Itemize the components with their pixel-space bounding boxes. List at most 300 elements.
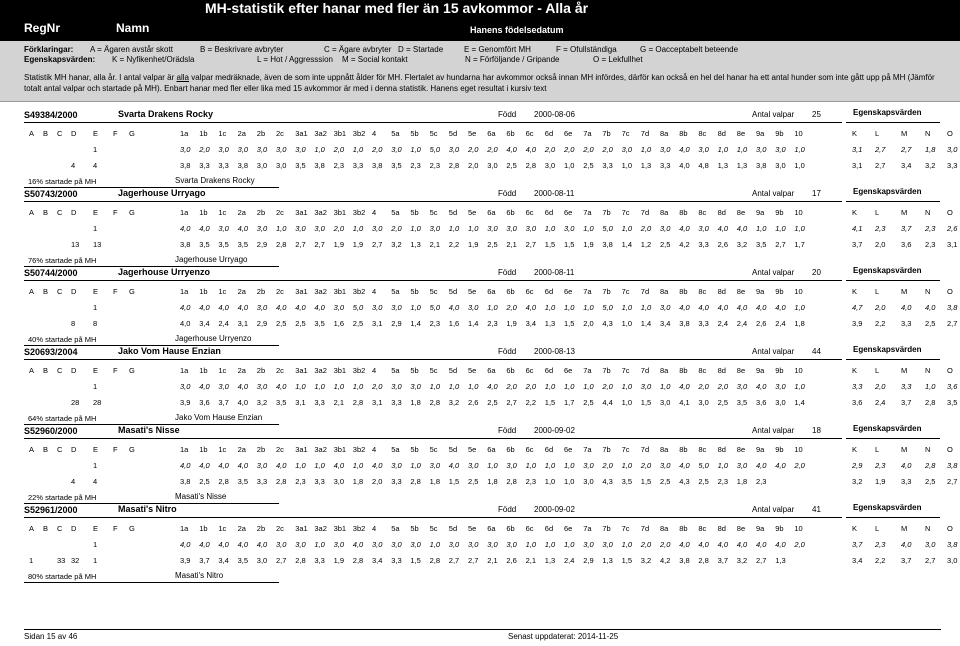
own-result-cell: 2,0	[333, 224, 345, 233]
offspring-average-cell: 1,5	[621, 556, 633, 565]
own-result-cell: 4,0	[237, 303, 249, 312]
offspring-average-cell: 2,4	[717, 319, 729, 328]
offspring-average-cell: 2,6	[468, 398, 479, 407]
offspring-average-cell: 2,8	[429, 556, 441, 565]
offspring-average-cell: 3,3	[391, 556, 402, 565]
own-result-cell: 3,0	[391, 303, 402, 312]
own-property-cell: 3,7	[852, 540, 863, 549]
own-result-cell: 1,0	[276, 224, 287, 233]
own-result-cell: 4,0	[199, 540, 210, 549]
started-percentage: 76% startade på MH	[28, 256, 97, 265]
col-header: 10	[794, 524, 803, 533]
dog-underline-properties	[846, 201, 940, 202]
offspring-property-cell: 3,2	[925, 161, 936, 170]
col-header: 1c	[218, 287, 227, 296]
col-header: 6e	[564, 524, 573, 533]
own-property-cell: 4,7	[852, 303, 863, 312]
offspring-total-cell: 13	[93, 240, 102, 249]
own-result-cell: 2,0	[468, 145, 479, 154]
dog-regnr: S50743/2000	[24, 189, 78, 199]
dog-regnr: S52960/2000	[24, 426, 78, 436]
col-header: F	[113, 524, 118, 533]
own-result-cell: 3,0	[410, 540, 421, 549]
offspring-average-cell: 1,9	[352, 240, 364, 249]
col-header-fodelsedatum: Hanens födelsedatum	[470, 25, 564, 35]
own-result-cell: 1,0	[468, 224, 479, 233]
dog-puppy-count: Antal valpar 17	[752, 189, 821, 198]
own-result-cell: 2,0	[602, 145, 613, 154]
col-header: F	[113, 208, 118, 217]
col-header: 6b	[506, 129, 515, 138]
own-result-cell: 4,0	[756, 303, 767, 312]
own-result-cell: 4,0	[679, 540, 690, 549]
offspring-average-cell: 1,7	[564, 398, 575, 407]
own-result-cell: 1,0	[775, 224, 786, 233]
own-result-cell: 4,0	[199, 303, 210, 312]
col-header: 1a	[180, 524, 189, 533]
own-result-cell: 1,0	[525, 540, 537, 549]
dog-name-repeat: Masati's Nisse	[175, 492, 227, 501]
own-result-cell: 3,0	[506, 224, 517, 233]
own-result-cell: 2,0	[372, 382, 383, 391]
offspring-average-cell: 3,7	[218, 398, 229, 407]
offspring-average-cell: 1,8	[794, 319, 805, 328]
offspring-average-cell: 3,1	[372, 319, 383, 328]
offspring-total-cell: 4	[71, 477, 76, 486]
own-result-cell: 1,0	[410, 303, 421, 312]
own-result-cell: 3,0	[410, 382, 421, 391]
col-header: 5b	[410, 445, 419, 454]
col-header: N	[925, 208, 931, 217]
own-property-cell: 3,3	[901, 382, 912, 391]
offspring-average-cell: 3,3	[256, 477, 268, 486]
dog-underline-properties	[846, 438, 940, 439]
own-result-cell: 3,0	[429, 461, 441, 470]
col-header: L	[875, 129, 880, 138]
col-header: 2a	[237, 287, 246, 296]
dog-block	[0, 503, 960, 591]
col-header: 3a2	[314, 208, 327, 217]
offspring-average-cell: 2,5	[199, 477, 210, 486]
offspring-total-cell: 8	[71, 319, 76, 328]
col-header: 6c	[525, 287, 534, 296]
col-header: 2b	[256, 129, 266, 138]
col-header: 8e	[736, 524, 746, 533]
offspring-average-cell: 3,3	[352, 161, 364, 170]
own-result-cell: 1,0	[468, 382, 479, 391]
offspring-average-cell: 2,3	[429, 319, 441, 328]
offspring-average-cell: 3,8	[679, 556, 690, 565]
offspring-average-cell: 4,3	[679, 477, 690, 486]
started-underline	[24, 582, 279, 583]
col-header: 9b	[775, 366, 784, 375]
col-header: M	[901, 129, 908, 138]
own-result-cell: 2,0	[602, 382, 613, 391]
offspring-average-cell: 1,3	[602, 556, 613, 565]
offspring-average-cell: 3,8	[180, 240, 191, 249]
offspring-average-cell: 1,8	[736, 477, 748, 486]
col-header: 10	[794, 287, 803, 296]
own-result-cell: 4,0	[717, 303, 729, 312]
offspring-average-cell: 3,2	[256, 398, 268, 407]
offspring-property-cell: 2,7	[925, 556, 936, 565]
offspring-average-cell: 2,6	[756, 319, 767, 328]
properties-heading: Egenskapsvärden	[853, 266, 922, 275]
col-header: 1b	[199, 366, 208, 375]
col-header: 8b	[679, 524, 688, 533]
col-header: K	[852, 208, 858, 217]
own-result-cell: 2,0	[698, 382, 709, 391]
dog-block	[0, 424, 960, 512]
own-property-cell: 1,8	[925, 145, 936, 154]
col-header: 1b	[199, 287, 208, 296]
offspring-average-cell: 2,9	[256, 319, 268, 328]
col-header: 5c	[429, 208, 438, 217]
offspring-average-cell: 3,4	[199, 319, 210, 328]
col-header: 5b	[410, 366, 419, 375]
own-result-cell: 1,0	[794, 145, 805, 154]
properties-heading: Egenskapsvärden	[853, 345, 922, 354]
own-result-cell: 4,0	[352, 540, 364, 549]
offspring-average-cell: 3,2	[736, 556, 748, 565]
col-header: 8c	[698, 208, 707, 217]
col-header: 3a2	[314, 287, 327, 296]
col-header: 1b	[199, 445, 208, 454]
own-result-cell: 3,0	[487, 540, 498, 549]
col-header: N	[925, 445, 931, 454]
col-header: 7a	[583, 366, 592, 375]
offspring-average-cell: 2,5	[698, 477, 709, 486]
offspring-average-cell: 3,0	[775, 398, 786, 407]
offspring-total-cell: 32	[71, 556, 80, 565]
col-header: K	[852, 129, 858, 138]
own-result-cell: 3,0	[660, 224, 671, 233]
col-header: D	[71, 129, 77, 138]
col-header: 2c	[276, 208, 284, 217]
col-header: 10	[794, 129, 803, 138]
own-result-cell: 3,0	[256, 303, 268, 312]
own-result-cell: 2,0	[525, 382, 537, 391]
col-header: C	[57, 524, 63, 533]
own-result-cell: 1,0	[352, 461, 364, 470]
col-header: 5c	[429, 366, 438, 375]
col-header: 7d	[640, 208, 650, 217]
offspring-property-cell: 3,4	[852, 556, 863, 565]
page-title: MH-statistik efter hanar med fler än 15 avkommor - Alla år	[205, 0, 589, 16]
dog-name: Jako Vom Hause Enzian	[118, 346, 221, 356]
dog-underline	[24, 359, 842, 360]
col-header: 3a2	[314, 524, 327, 533]
offspring-average-cell: 2,8	[410, 477, 421, 486]
offspring-average-cell: 2,1	[506, 240, 517, 249]
offspring-average-cell: 3,5	[276, 398, 287, 407]
dog-underline-properties	[846, 517, 940, 518]
offspring-average-cell: 3,8	[237, 161, 249, 170]
offspring-average-cell: 2,8	[276, 477, 287, 486]
dog-block	[0, 108, 960, 196]
own-result-cell: 2,0	[544, 145, 556, 154]
own-result-cell: 3,0	[660, 145, 671, 154]
col-header: E	[93, 366, 99, 375]
started-percentage: 40% startade på MH	[28, 335, 97, 344]
col-header: E	[93, 445, 99, 454]
col-header: 3a1	[295, 287, 308, 296]
offspring-average-cell: 2,3	[525, 477, 537, 486]
own-result-cell: 1,0	[487, 303, 498, 312]
offspring-average-cell: 3,8	[314, 161, 325, 170]
offspring-property-cell: 3,3	[901, 477, 912, 486]
own-result-cell: 3,0	[314, 224, 325, 233]
col-header: 6a	[487, 208, 496, 217]
col-header: 7c	[621, 524, 630, 533]
offspring-average-cell: 3,7	[717, 556, 729, 565]
own-property-cell: 3,6	[947, 382, 958, 391]
dog-name: Jagerhouse Urryago	[118, 188, 206, 198]
col-header: 1a	[180, 287, 189, 296]
own-result-cell: 1,0	[564, 303, 575, 312]
col-header: B	[43, 524, 49, 533]
col-header: O	[947, 287, 953, 296]
offspring-average-cell: 3,0	[256, 556, 268, 565]
offspring-average-cell: 2,2	[448, 240, 460, 249]
own-result-cell: 1,0	[621, 303, 633, 312]
own-result-cell: 1	[93, 540, 98, 549]
own-property-cell: 3,8	[947, 540, 958, 549]
offspring-average-cell: 4,0	[237, 398, 249, 407]
own-result-cell: 1,0	[429, 540, 441, 549]
col-header: G	[129, 208, 135, 217]
offspring-average-cell: 1,3	[640, 161, 652, 170]
offspring-average-cell: 3,3	[660, 161, 671, 170]
own-result-cell: 1,0	[429, 382, 441, 391]
offspring-property-cell: 3,0	[947, 556, 958, 565]
col-header: 6a	[487, 129, 496, 138]
own-result-cell: 1,0	[564, 382, 575, 391]
offspring-property-cell: 1,9	[875, 477, 886, 486]
own-property-cell: 3,8	[947, 303, 958, 312]
own-result-cell: 4,0	[756, 382, 767, 391]
own-result-cell: 1,0	[487, 461, 498, 470]
col-header: 7a	[583, 524, 592, 533]
own-result-cell: 3,0	[660, 461, 671, 470]
col-header: F	[113, 445, 118, 454]
col-header: 7d	[640, 366, 650, 375]
offspring-average-cell: 2,7	[372, 240, 383, 249]
offspring-average-cell: 3,5	[314, 319, 325, 328]
col-header: 2b	[256, 287, 266, 296]
own-result-cell: 2,0	[372, 145, 383, 154]
own-property-cell: 2,0	[875, 382, 886, 391]
own-property-cell: 4,1	[852, 224, 863, 233]
own-result-cell: 3,0	[218, 382, 229, 391]
own-result-cell: 3,0	[391, 382, 402, 391]
col-header: 4	[372, 366, 377, 375]
own-result-cell: 4,0	[736, 540, 748, 549]
offspring-average-cell: 2,8	[429, 398, 441, 407]
col-header: L	[875, 445, 880, 454]
own-result-cell: 1,0	[314, 382, 325, 391]
offspring-average-cell: 1,8	[429, 477, 441, 486]
col-header: F	[113, 366, 118, 375]
own-result-cell: 3,0	[775, 145, 786, 154]
offspring-average-cell: 2,5	[717, 398, 729, 407]
legend-item: O = Lekfullhet	[593, 55, 643, 64]
col-header: L	[875, 524, 880, 533]
offspring-average-cell: 2,8	[218, 477, 229, 486]
col-header: 1b	[199, 208, 208, 217]
col-header: 5d	[448, 366, 458, 375]
offspring-average-cell: 2,5	[468, 477, 479, 486]
dog-block	[0, 266, 960, 354]
offspring-average-cell: 3,9	[180, 556, 191, 565]
col-header: 5e	[468, 366, 477, 375]
own-result-cell: 1,0	[564, 461, 575, 470]
own-result-cell: 1,0	[621, 224, 633, 233]
offspring-average-cell: 2,5	[276, 319, 287, 328]
own-result-cell: 1,0	[544, 382, 556, 391]
own-result-cell: 4,0	[199, 224, 210, 233]
col-header: G	[129, 524, 135, 533]
offspring-average-cell: 3,3	[698, 319, 709, 328]
col-header: 3a1	[295, 445, 308, 454]
legend-item: A = Ägaren avstår skott	[90, 45, 173, 54]
offspring-average-cell: 3,8	[602, 240, 613, 249]
own-result-cell: 3,0	[218, 145, 229, 154]
own-result-cell: 3,0	[333, 540, 345, 549]
dog-block	[0, 187, 960, 275]
col-header: 7c	[621, 287, 630, 296]
col-header: 6b	[506, 366, 515, 375]
own-result-cell: 4,0	[237, 540, 249, 549]
offspring-average-cell: 3,2	[640, 556, 652, 565]
dog-underline-properties	[846, 122, 940, 123]
legend-item: L = Hot / Aggresssion	[257, 55, 333, 64]
offspring-average-cell: 3,3	[218, 161, 229, 170]
dog-name: Svarta Drakens Rocky	[118, 109, 214, 119]
own-result-cell: 4,0	[679, 145, 690, 154]
col-header: O	[947, 208, 953, 217]
col-header: 6e	[564, 366, 573, 375]
own-result-cell: 2,0	[487, 145, 498, 154]
col-header: 2b	[256, 208, 266, 217]
offspring-average-cell: 3,8	[372, 161, 383, 170]
own-result-cell: 3,0	[660, 303, 671, 312]
col-header: 5a	[391, 366, 400, 375]
offspring-total-cell: 33	[57, 556, 66, 565]
col-header: 6a	[487, 445, 496, 454]
own-result-cell: 1	[93, 303, 98, 312]
own-result-cell: 3,0	[256, 461, 268, 470]
legend-explanations-label: Förklaringar:	[24, 45, 74, 54]
offspring-average-cell: 3,8	[180, 477, 191, 486]
dog-name-repeat: Jako Vom Hause Enzian	[175, 413, 263, 422]
col-header: 7a	[583, 287, 592, 296]
col-header: 4	[372, 287, 377, 296]
col-header: 6d	[544, 208, 554, 217]
col-header: 7c	[621, 208, 630, 217]
own-result-cell: 4,0	[775, 303, 786, 312]
own-property-cell: 2,6	[947, 224, 958, 233]
page-header	[0, 0, 960, 41]
col-header: 6b	[506, 208, 515, 217]
own-result-cell: 2,0	[564, 145, 575, 154]
col-header: 8d	[717, 129, 726, 138]
col-header: K	[852, 366, 858, 375]
offspring-property-cell: 2,5	[925, 319, 936, 328]
col-header: M	[901, 524, 908, 533]
offspring-average-cell: 1,3	[544, 556, 556, 565]
offspring-average-cell: 3,4	[660, 319, 671, 328]
col-header: 2a	[237, 208, 246, 217]
col-header: 3b1	[333, 445, 347, 454]
own-result-cell: 4,0	[525, 303, 537, 312]
offspring-average-cell: 3,1	[237, 319, 249, 328]
offspring-average-cell: 1,4	[468, 319, 479, 328]
col-header: 5b	[410, 208, 419, 217]
offspring-average-cell: 2,7	[314, 240, 325, 249]
offspring-average-cell: 3,3	[602, 161, 613, 170]
own-property-cell: 2,7	[901, 145, 912, 154]
col-header: 8d	[717, 366, 726, 375]
offspring-total-cell: 8	[93, 319, 98, 328]
col-header: E	[93, 208, 99, 217]
offspring-average-cell: 2,5	[583, 398, 594, 407]
col-header: K	[852, 524, 858, 533]
own-result-cell: 5,0	[429, 303, 441, 312]
col-header: 7b	[602, 445, 611, 454]
col-header: 1b	[199, 524, 208, 533]
col-header: L	[875, 287, 880, 296]
col-header: A	[29, 287, 35, 296]
own-result-cell: 1,0	[448, 382, 460, 391]
page-number: Sidan 15 av 46	[24, 632, 78, 641]
col-header: E	[93, 129, 99, 138]
offspring-average-cell: 3,3	[314, 398, 325, 407]
col-header: 2c	[276, 445, 284, 454]
own-result-cell: 4,0	[756, 540, 767, 549]
offspring-average-cell: 2,5	[487, 398, 498, 407]
offspring-property-cell: 2,5	[925, 477, 936, 486]
own-property-cell: 2,3	[875, 540, 886, 549]
col-header: 8b	[679, 129, 688, 138]
offspring-average-cell: 4,0	[679, 161, 690, 170]
col-header: A	[29, 129, 35, 138]
col-header-namn: Namn	[116, 21, 150, 35]
col-header: 5d	[448, 287, 458, 296]
offspring-average-cell: 2,8	[448, 161, 460, 170]
offspring-average-cell: 1,7	[794, 240, 805, 249]
offspring-average-cell: 1,4	[621, 240, 633, 249]
dog-born: Född 2000-08-06	[498, 110, 575, 119]
offspring-average-cell: 2,4	[218, 319, 229, 328]
offspring-property-cell: 2,7	[947, 319, 958, 328]
col-header: 8a	[660, 524, 669, 533]
own-result-cell: 3,0	[583, 540, 594, 549]
col-header: 1a	[180, 366, 189, 375]
col-header: 3a2	[314, 445, 327, 454]
col-header: 6d	[544, 524, 554, 533]
legend-item: B = Beskrivare avbryter	[200, 45, 284, 54]
col-header: 9a	[756, 524, 765, 533]
offspring-average-cell: 4,8	[698, 161, 709, 170]
own-result-cell: 4,0	[679, 461, 690, 470]
offspring-average-cell: 2,7	[525, 240, 537, 249]
col-header: 3b1	[333, 287, 347, 296]
offspring-average-cell: 3,2	[448, 398, 460, 407]
properties-heading: Egenskapsvärden	[853, 424, 922, 433]
col-header: 7b	[602, 366, 611, 375]
own-result-cell: 1,0	[544, 540, 556, 549]
